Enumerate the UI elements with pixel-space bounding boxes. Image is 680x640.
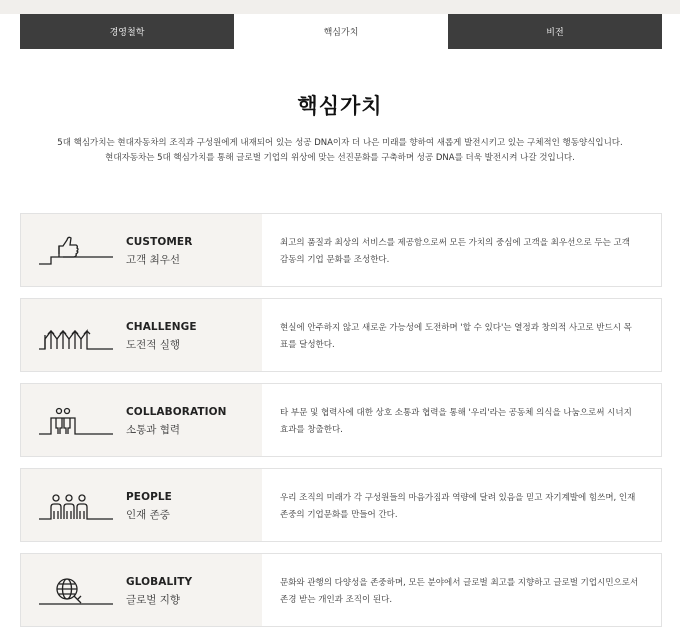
value-description: 우리 조직의 미래가 각 구성원들의 마음가짐과 역량에 달려 있음을 믿고 자기계발에 힘쓰며, 인재 존중의 기업문화를 만들어 간다. [280, 493, 636, 520]
value-title-en: CUSTOMER [126, 236, 193, 248]
top-strip [0, 0, 680, 14]
intro-line-1: 5대 핵심가치는 현대자동차의 조직과 구성원에게 내재되어 있는 성공 DNA이자 더 나은 미래를 향하여 새롭게 발전시키고 있는 구체적인 행동양식입니다. [57, 138, 623, 148]
three-people-icon [37, 489, 117, 523]
value-description: 문화와 관행의 다양성을 존중하며, 모든 분야에서 글로벌 최고를 지향하고 글로벌 기업시민으로서 존경 받는 개인과 조직이 된다. [280, 578, 639, 605]
rising-arrows-icon [37, 319, 117, 353]
value-description-panel [262, 214, 661, 286]
thumbs-up-icon [37, 234, 117, 268]
value-title-en: PEOPLE [126, 491, 172, 503]
tab-management-philosophy[interactable]: 경영철학 [20, 14, 234, 49]
two-people-icon [37, 404, 117, 438]
value-title-ko: 인재 존중 [126, 509, 170, 521]
tab-core-values[interactable]: 핵심가치 [234, 14, 448, 49]
value-label-panel [21, 214, 262, 286]
value-row-challenge [20, 298, 662, 372]
value-row-customer [20, 213, 662, 287]
value-title-ko: 고객 최우선 [126, 254, 181, 266]
value-description-panel [262, 384, 661, 456]
value-title-en: GLOBALITY [126, 576, 193, 588]
page-title: 핵심가치 [297, 94, 383, 118]
value-label-panel [21, 299, 262, 371]
globe-icon [37, 574, 117, 608]
value-description-panel [262, 554, 661, 626]
value-description: 타 부문 및 협력사에 대한 상호 소통과 협력을 통해 '우리'라는 공동체 의식을 나눔으로써 시너지효과를 창출한다. [280, 408, 632, 435]
value-row-people [20, 468, 662, 542]
value-label-panel [21, 554, 262, 626]
value-row-collaboration [20, 383, 662, 457]
value-description: 최고의 품질과 최상의 서비스를 제공함으로써 모든 가치의 중심에 고객을 최우선으로 두는 고객 감동의 기업 문화를 조성한다. [280, 238, 630, 265]
value-title-en: COLLABORATION [126, 406, 227, 418]
value-title-ko: 소통과 협력 [126, 424, 181, 436]
value-label-panel [21, 384, 262, 456]
value-description-panel [262, 469, 661, 541]
value-title-ko: 글로벌 지향 [126, 594, 181, 606]
tab-vision[interactable]: 비전 [448, 14, 662, 49]
value-label-panel [21, 469, 262, 541]
tab-bar [20, 14, 662, 49]
value-title-en: CHALLENGE [126, 321, 197, 333]
value-description: 현실에 안주하지 않고 새로운 가능성에 도전하며 '할 수 있다'는 열정과 창의적 사고로 반드시 목표를 달성한다. [280, 323, 632, 350]
value-description-panel [262, 299, 661, 371]
intro-text [0, 136, 680, 166]
value-title-ko: 도전적 실행 [126, 339, 181, 351]
value-row-globality [20, 553, 662, 627]
intro-line-2: 현대자동차는 5대 핵심가치를 통해 글로벌 기업의 위상에 맞는 선진문화를 구축하며 성공 DNA를 더욱 발전시켜 나갈 것입니다. [105, 153, 575, 163]
